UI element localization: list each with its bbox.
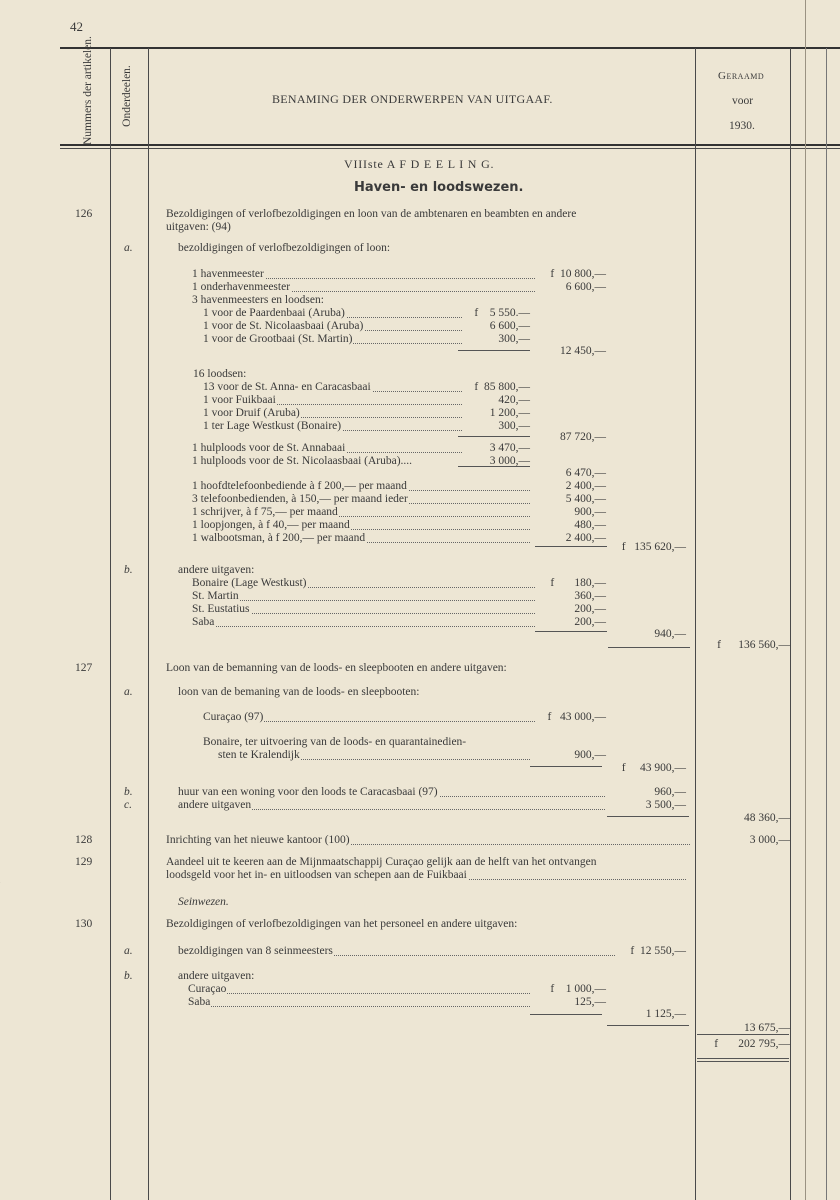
amount: f 85 800,— [474, 381, 530, 393]
line-text: 1 hoofdtelefoonbediende à f 200,— per maand [192, 480, 407, 492]
amount: 2 400,— [565, 532, 606, 544]
line-text: Aandeel uit te keeren aan de Mijnmaatschappij Curaçao gelijk aan de helft van het ontvangen [166, 856, 597, 868]
article-number: 129 [75, 856, 93, 868]
amount: 480,— [574, 519, 606, 531]
article-number: 127 [75, 662, 93, 674]
header-estimate: Geraamd [718, 70, 765, 82]
amount: 6 600,— [565, 281, 606, 293]
line-text-continued: uitgaven: (94) [166, 221, 231, 233]
amount: 900,— [574, 506, 606, 518]
header-for: voor [732, 95, 754, 107]
line-text: 1 havenmeester [192, 268, 264, 280]
section-title: VIIIste A F D E E L I N G. [344, 157, 495, 171]
line-text-continued: loodsgeld voor het in- en uitloodsen van schepen aan de Fuikbaai [166, 869, 467, 881]
line-text: bezoldigingen van 8 seinmeesters [178, 945, 333, 957]
amount: 300,— [498, 420, 530, 432]
line-text: andere uitgaven [178, 799, 252, 811]
amount: 300,— [498, 333, 530, 345]
header-rule [60, 144, 840, 146]
subpart-letter: a. [124, 242, 133, 254]
line-text: 1 walbootsman, à f 200,— per maand [192, 532, 366, 544]
amount: 940,— [654, 628, 686, 640]
header-articles [80, 36, 96, 145]
line-text: 1 ter Lage Westkust (Bonaire) [203, 420, 342, 432]
amount: 5 400,— [565, 493, 606, 505]
total-double-rule [697, 1058, 789, 1059]
amount: f 1 000,— [550, 983, 606, 995]
col-divider-1 [110, 48, 111, 1200]
line-text: loon van de bemaning van de loods- en sleepbooten: [178, 686, 420, 698]
line-text: bezoldigingen of verlofbezoldigingen of loon: [178, 242, 391, 254]
subpart-letter: a. [124, 686, 133, 698]
amount: f 135 620,— [621, 541, 686, 553]
sum-line [535, 546, 607, 547]
line-text: 1 voor Fuikbaai [203, 394, 276, 406]
sum-line [535, 631, 607, 632]
amount: 3 500,— [645, 799, 686, 811]
amount: 48 360,— [744, 812, 790, 824]
amount: f 12 550,— [630, 945, 686, 957]
sum-line [608, 647, 690, 648]
line-text: 3 havenmeesters en loodsen: [192, 294, 324, 306]
sum-line [458, 436, 530, 437]
line-text: Bezoldigingen of verlofbezoldigingen van het personeel en andere uitgaven: [166, 918, 518, 930]
amount: 3 000,— [489, 455, 530, 467]
header-subparts [121, 46, 133, 146]
line-text: 1 loopjongen, à f 40,— per maand [192, 519, 350, 531]
amount: 960,— [654, 786, 686, 798]
subpart-letter: a. [124, 945, 133, 957]
line-text: 1 schrijver, à f 75,— per maand [192, 506, 338, 518]
amount: 125,— [574, 996, 606, 1008]
subpart-letter: b. [124, 786, 133, 798]
header-subparts-text: Onderdeelen. [121, 65, 133, 127]
amount: f 5 550.— [474, 307, 530, 319]
page-number: 42 [70, 19, 83, 34]
header-description: BENAMING DER ONDERWERPEN VAN UITGAAF. [272, 92, 553, 106]
col-divider-3 [695, 48, 696, 1200]
total-double-rule-2 [697, 1061, 789, 1062]
header-year: 1930. [729, 120, 755, 132]
sum-line [607, 816, 689, 817]
amount: 1 125,— [645, 1008, 686, 1020]
section-subtitle: Haven- en loodswezen. [354, 180, 524, 195]
line-text: St. Eustatius [192, 603, 250, 615]
line-text: Bonaire, ter uitvoering van de loods- en quarantainedien- [203, 736, 467, 748]
amount: 2 400,— [565, 480, 606, 492]
amount: f 136 560,— [717, 639, 790, 651]
amount: 6 470,— [565, 467, 606, 479]
amount: 6 600,— [489, 320, 530, 332]
amount: 200,— [574, 616, 606, 628]
line-text: 13 voor de St. Anna- en Caracasbaai [203, 381, 371, 393]
amount: 12 450,— [560, 345, 606, 357]
line-text: Saba [192, 616, 215, 628]
amount: f 10 800,— [550, 268, 606, 280]
subpart-letter: c. [124, 799, 132, 811]
line-text: Seinwezen. [178, 896, 229, 908]
line-text: Saba [188, 996, 211, 1008]
line-text: Loon van de bemanning van de loods- en sleepbooten en andere uitgaven: [166, 662, 507, 674]
amount: 3 000,— [749, 834, 790, 846]
subpart-letter: b. [124, 970, 133, 982]
sum-line [458, 350, 530, 351]
amount: f 43 000,— [547, 711, 606, 723]
col-divider-2 [148, 48, 149, 1200]
sum-line [530, 766, 602, 767]
amount: f 180,— [550, 577, 606, 589]
article-number: 128 [75, 834, 93, 846]
amount: 360,— [574, 590, 606, 602]
line-text: 1 voor Druif (Aruba) [203, 407, 300, 419]
line-text: 1 voor de St. Nicolaasbaai (Aruba) [203, 320, 364, 332]
dot-leader [192, 626, 535, 627]
line-text: andere uitgaven: [178, 564, 255, 576]
line-text: St. Martin [192, 590, 239, 602]
amount: 900,— [574, 749, 606, 761]
line-text: Curaçao (97) [203, 711, 264, 723]
line-text: 3 telefoonbedienden, à 150,— per maand ieder [192, 493, 408, 505]
subpart-letter: b. [124, 564, 133, 576]
amount: 420,— [498, 394, 530, 406]
amount: f 43 900,— [621, 762, 686, 774]
amount: 200,— [574, 603, 606, 615]
article-number: 130 [75, 918, 93, 930]
line-text: 1 hulploods voor de St. Nicolaasbaai (Aruba).... [192, 455, 413, 467]
line-text: Bonaire (Lage Westkust) [192, 577, 307, 589]
dot-leader [188, 993, 530, 994]
article-number: 126 [75, 208, 93, 220]
top-rule [60, 47, 840, 49]
line-text: Inrichting van het nieuwe kantoor (100) [166, 834, 350, 846]
amount: 13 675,— [744, 1022, 790, 1034]
page-edge [805, 0, 806, 1200]
line-text: huur van een woning voor den loods te Caracasbaai (97) [178, 786, 438, 798]
sum-line [607, 1025, 689, 1026]
line-text: 16 loodsen: [193, 368, 247, 380]
line-text: Curaçao [188, 983, 227, 995]
amount: 1 200,— [489, 407, 530, 419]
line-text: Bezoldigingen of verlofbezoldigingen en loon van de ambtenaren en beambten en andere [166, 208, 577, 220]
line-text: 1 hulploods voor de St. Annabaai [192, 442, 346, 454]
sum-line [530, 1014, 602, 1015]
header-articles-text: Nummers der artikelen. [82, 36, 94, 145]
dot-leader [192, 600, 535, 601]
line-text: 1 voor de Paardenbaai (Aruba) [203, 307, 345, 319]
amount: 3 470,— [489, 442, 530, 454]
amount: f 202 795,— [714, 1038, 790, 1050]
dot-leader [188, 1006, 530, 1007]
amount: 87 720,— [560, 431, 606, 443]
col-divider-4 [790, 48, 791, 1200]
line-text: 1 onderhavenmeester [192, 281, 291, 293]
header-rule-2 [60, 148, 840, 149]
line-text: andere uitgaven: [178, 970, 255, 982]
line-text: 1 voor de Grootbaai (St. Martin) [203, 333, 353, 345]
col-divider-5 [826, 48, 827, 1200]
line-text: sten te Kralendijk [218, 749, 300, 761]
